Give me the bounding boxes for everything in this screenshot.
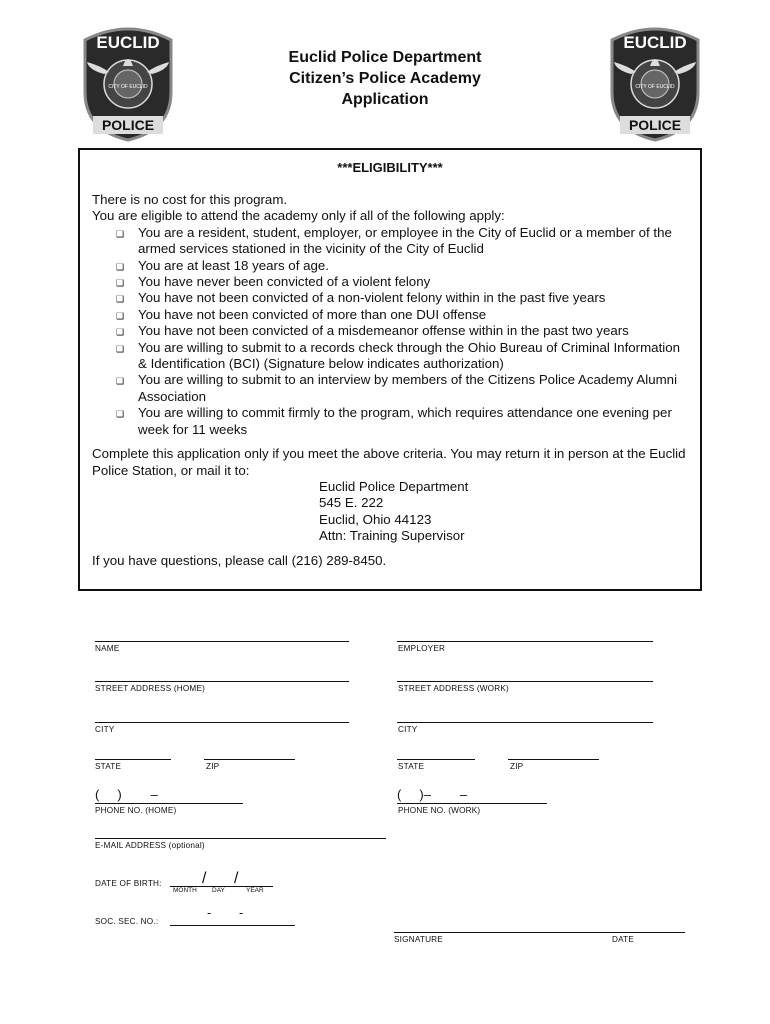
criteria-item: ❑ You have never been convicted of a violent felony: [116, 274, 688, 290]
employer-line[interactable]: [397, 641, 653, 642]
name-label: NAME: [95, 644, 120, 653]
svg-text:CITY OF EUCLID: CITY OF EUCLID: [108, 84, 148, 90]
state-work-line[interactable]: [397, 759, 475, 760]
checkbox-bullet-icon: ❑: [116, 261, 125, 272]
eligibility-box: [78, 148, 702, 591]
zip-work-label: ZIP: [510, 762, 524, 771]
city-work-label: CITY: [398, 725, 418, 734]
phone-home-mask: ( ) –: [95, 787, 158, 802]
phone-home-label: PHONE NO. (HOME): [95, 806, 177, 815]
criteria-item: ❑ You are willing to commit firmly to the program, which requires attendance one evening per week for 11 weeks: [116, 405, 672, 437]
address-line: Euclid Police Department: [319, 478, 469, 494]
checkbox-bullet-icon: ❑: [116, 327, 125, 338]
complete-instructions: Complete this application only if you meet the above criteria. You may return it in person at the Euclid Police Station, or mail it to:: [92, 446, 686, 478]
criteria-item: ❑ You are willing to submit to an interview by members of the Citizens Police Academy Alumni Association: [116, 372, 678, 404]
phone-work-line[interactable]: [397, 803, 547, 804]
phone-home-line[interactable]: [95, 803, 243, 804]
checkbox-bullet-icon: ❑: [116, 343, 125, 354]
ssn-separator: -: [207, 905, 212, 920]
city-home-line[interactable]: [95, 722, 349, 723]
intro-eligible: You are eligible to attend the academy only if all of the following apply:: [92, 208, 505, 224]
street-work-label: STREET ADDRESS (WORK): [398, 684, 509, 693]
criteria-item: ❑ You have not been convicted of a misdemeanor offense within in the past two years: [116, 323, 688, 339]
intro-cost: There is no cost for this program.: [92, 192, 288, 207]
checkbox-bullet-icon: ❑: [116, 310, 125, 321]
title-line-2: Citizen’s Police Academy: [289, 70, 481, 87]
police-badge-right: [606, 22, 704, 142]
street-home-label: STREET ADDRESS (HOME): [95, 684, 206, 693]
ssn-separator: -: [239, 905, 244, 920]
dob-label: DATE OF BIRTH:: [95, 879, 162, 888]
city-home-label: CITY: [95, 725, 115, 734]
zip-work-line[interactable]: [508, 759, 599, 760]
checkbox-bullet-icon: ❑: [116, 278, 125, 289]
checkbox-bullet-icon: ❑: [116, 409, 125, 420]
page-title: [230, 47, 540, 110]
svg-text:EUCLID: EUCLID: [96, 33, 160, 52]
svg-text:EUCLID: EUCLID: [623, 33, 687, 52]
email-line[interactable]: [95, 838, 386, 839]
ssn-line[interactable]: [170, 925, 295, 926]
street-work-line[interactable]: [397, 681, 653, 682]
dob-day-label: DAY: [212, 887, 225, 894]
dob-separator: /: [234, 870, 239, 887]
state-home-label: STATE: [95, 762, 122, 771]
city-work-line[interactable]: [397, 722, 653, 723]
questions-contact: If you have questions, please call (216) 289-8450.: [92, 552, 387, 568]
title-line-1: Euclid Police Department: [288, 49, 482, 66]
dob-year-label: YEAR: [246, 887, 264, 894]
ssn-label: SOC. SEC. NO.:: [95, 917, 159, 926]
svg-text:CITY OF EUCLID: CITY OF EUCLID: [635, 84, 675, 90]
email-label: E-MAIL ADDRESS (optional): [95, 841, 205, 850]
criteria-item: ❑ You have not been convicted of a non-violent felony within in the past five years: [116, 290, 688, 306]
checkbox-bullet-icon: ❑: [116, 228, 125, 239]
eligibility-heading: ***ELIGIBILITY***: [337, 160, 443, 175]
address-line: Attn: Training Supervisor: [319, 528, 465, 544]
signature-line[interactable]: [394, 932, 685, 933]
date-label: DATE: [612, 935, 635, 944]
criteria-item: ❑ You are a resident, student, employer, or employee in the City of Euclid or a member of the armed services stationed in the vicinity of the City of Euclid: [116, 224, 672, 257]
mailing-address: [92, 479, 688, 545]
address-line: Euclid, Ohio 44123: [319, 511, 432, 527]
criteria-item: ❑ You are at least 18 years of age.: [116, 258, 688, 274]
state-work-label: STATE: [398, 762, 425, 771]
dob-month-label: MONTH: [173, 887, 197, 894]
address-line: 545 E. 222: [319, 495, 384, 511]
checkbox-bullet-icon: ❑: [116, 376, 125, 387]
name-line[interactable]: [95, 641, 349, 642]
title-line-3: Application: [341, 91, 429, 108]
criteria-item: ❑ You are willing to submit to a records check through the Ohio Bureau of Criminal Information & Identification (BCI) (Signature below indicates authorization): [116, 339, 681, 372]
criteria-item: ❑ You have not been convicted of more than one DUI offense: [116, 307, 688, 323]
zip-home-label: ZIP: [206, 762, 220, 771]
zip-home-line[interactable]: [204, 759, 295, 760]
employer-label: EMPLOYER: [398, 644, 446, 653]
checkbox-bullet-icon: ❑: [116, 294, 125, 305]
street-home-line[interactable]: [95, 681, 349, 682]
dob-separator: /: [202, 870, 207, 887]
svg-text:POLICE: POLICE: [101, 117, 155, 133]
criteria-list: [92, 225, 688, 438]
signature-label: SIGNATURE: [394, 935, 443, 944]
phone-work-label: PHONE NO. (WORK): [398, 806, 481, 815]
police-badge-left: [79, 22, 177, 142]
svg-text:POLICE: POLICE: [628, 117, 682, 133]
phone-work-mask: ( )– –: [397, 787, 468, 802]
state-home-line[interactable]: [95, 759, 171, 760]
